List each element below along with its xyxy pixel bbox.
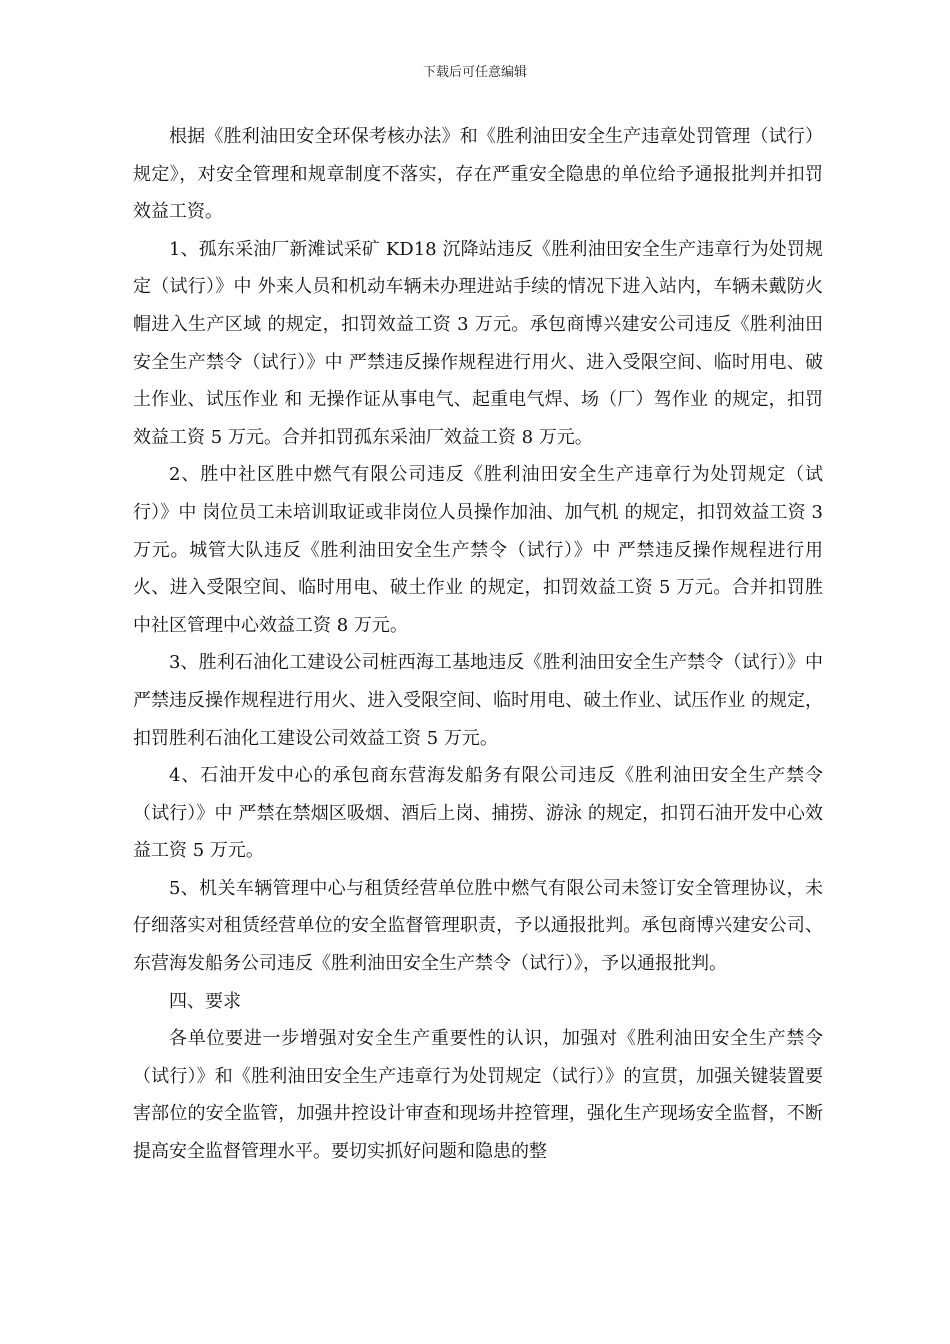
document-body — [133, 118, 823, 1171]
page-header: 下载后可任意编辑 — [422, 65, 527, 80]
item-4-paragraph: 4、石油开发中心的承包商东营海发船务有限公司违反《胜利油田安全生产禁令（试行）》中 严禁在禁烟区吸烟、酒后上岗、捕捞、游泳 的规定，扣罚石油开发中心效益工资 5 万元。 — [133, 765, 823, 862]
requirements-paragraph: 各单位要进一步增强对安全生产重要性的认识，加强对《胜利油田安全生产禁令（试行）》和《胜利油田安全生产违章行为处罚规定（试行）》的宣贯，加强关键装置要害部位的安全监管，加强井控设计审查和现场井控管理，强化生产现场安全监督，不断提高安全监督管理水平。要切实抓好问题和隐患的整 — [133, 1028, 823, 1163]
item-5-paragraph: 5、机关车辆管理中心与租赁经营单位胜中燃气有限公司未签订安全管理协议，未仔细落实对租赁经营单位的安全监督管理职责，予以通报批判。承包商博兴建安公司、东营海发船务公司违反《胜利油田安全生产禁令（试行）》，予以通报批判。 — [133, 877, 823, 975]
intro-paragraph: 根据《胜利油田安全环保考核办法》和《胜利油田安全生产违章处罚管理（试行）规定》，对安全管理和规章制度不落实，存在严重安全隐患的单位给予通报批判并扣罚效益工资。 — [133, 126, 823, 223]
item-2-paragraph: 2、胜中社区胜中燃气有限公司违反《胜利油田安全生产违章行为处罚规定（试行）》中 岗位员工未培训取证或非岗位人员操作加油、加气机 的规定，扣罚效益工资 3 万元。城管大队违反《胜利油田安全生产禁令（试行）》中 严禁违反操作规程进行用火、进入受限空间、临时用电、破土作业 的规定，扣罚效益工资 5 万元。合并扣罚胜中社区管理中心效益工资 8 万元。 — [133, 464, 823, 636]
item-3-paragraph: 3、胜利石油化工建设公司桩西海工基地违反《胜利油田安全生产禁令（试行）》中 严禁违反操作规程进行用火、进入受限空间、临时用电、破土作业、试压作业 的规定，扣罚胜利石油化工建设公司效益工资 5 万元。 — [133, 652, 823, 749]
section-heading-requirements: 四、要求 — [169, 990, 241, 1012]
item-1-paragraph: 1、孤东采油厂新滩试采矿 KD18 沉降站违反《胜利油田安全生产违章行为处罚规定（试行）》中 外来人员和机动车辆未办理进站手续的情况下进入站内，车辆未戴防火帽进入生产区域 的规定，扣罚效益工资 3 万元。承包商博兴建安公司违反《胜利油田安全生产禁令（试行）》中 严禁违反操作规程进行用火、进入受限空间、临时用电、破土作业、试压作业 和 无操作证从事电气、起重电气焊、场（厂）驾作业 的规定，扣罚效益工资 5 万元。合并扣罚孤东采油厂效益工资 8 万元。 — [133, 238, 823, 448]
